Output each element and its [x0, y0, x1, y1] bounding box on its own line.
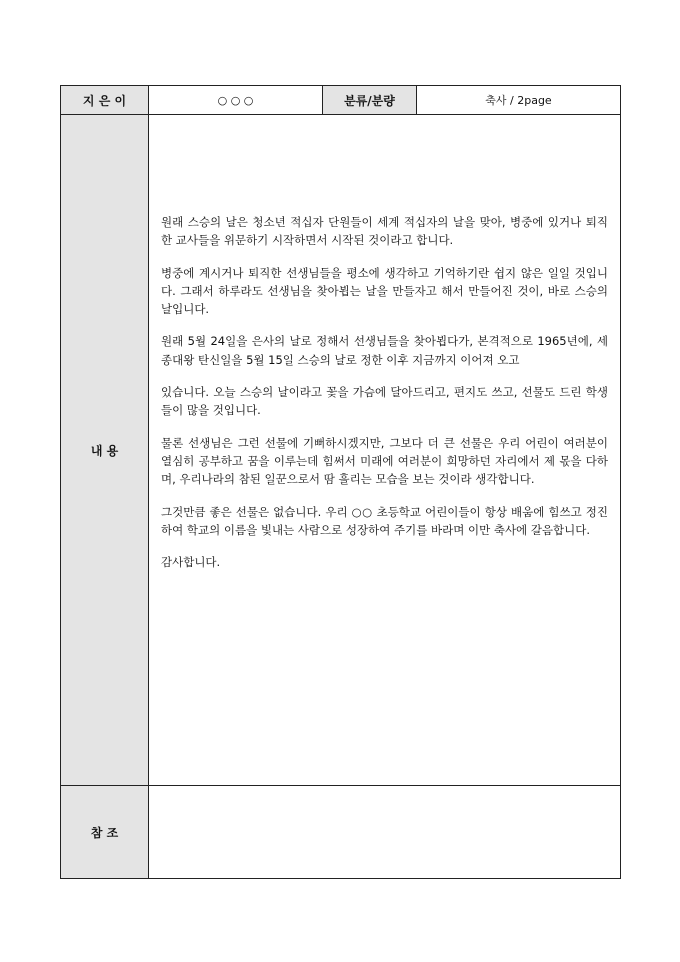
- content-paragraph: 원래 스승의 날은 청소년 적십자 단원들이 세계 적십자의 날을 맞아, 병중에 있거나 퇴직한 교사들을 위문하기 시작하면서 시작된 것이라고 합니다.: [161, 215, 608, 248]
- header-row: [61, 86, 621, 115]
- content-paragraph: 감사합니다.: [161, 555, 221, 570]
- reference-row: [61, 786, 621, 879]
- document-form-table: [60, 85, 621, 879]
- category-label: 분류/분량: [323, 86, 417, 115]
- content-paragraph: 있습니다. 오늘 스승의 날이라고 꽃을 가슴에 달아드리고, 편지도 쓰고, 선물도 드린 학생들이 많을 것입니다.: [161, 385, 608, 418]
- content-row: [61, 115, 621, 786]
- reference-label: 참 조: [61, 786, 149, 879]
- content-paragraph: 병중에 계시거나 퇴직한 선생님들을 평소에 생각하고 기억하기란 쉽지 않은 일일 것입니다. 그래서 하루라도 선생님을 찾아뵙는 날을 만들자고 해서 만들어진 것이, 바로 스승의 날입니다.: [161, 265, 608, 317]
- content-cell: [149, 115, 621, 786]
- author-value: ○ ○ ○: [149, 86, 323, 115]
- content-label: 내 용: [61, 115, 149, 786]
- category-value: 축사 / 2page: [417, 86, 621, 115]
- author-label: 지 은 이: [61, 86, 149, 115]
- content-paragraph: 그것만큼 좋은 선물은 없습니다. 우리 ○○ 초등학교 어린이들이 항상 배움에 힘쓰고 정진하여 학교의 이름을 빛내는 사람으로 성장하여 주기를 바라며 이만 축사에 갈음합니다.: [161, 504, 608, 537]
- reference-value: [149, 786, 621, 879]
- content-paragraph: 원래 5월 24일을 은사의 날로 정해서 선생님들을 찾아뵙다가, 본격적으로 1965년에, 세종대왕 탄신일을 5월 15일 스승의 날로 정한 이후 지금까지 이어져 오고: [161, 334, 608, 367]
- content-body: [149, 115, 620, 571]
- content-paragraph: 물론 선생님은 그런 선물에 기뻐하시겠지만, 그보다 더 큰 선물은 우리 어린이 여러분이 열심히 공부하고 꿈을 이루는데 힘써서 미래에 여러분이 희망하던 자리에서 제 몫을 다하며, 우리나라의 참된 일꾼으로서 땀 흘리는 모습을 보는 것이라 생각합니다.: [161, 435, 608, 487]
